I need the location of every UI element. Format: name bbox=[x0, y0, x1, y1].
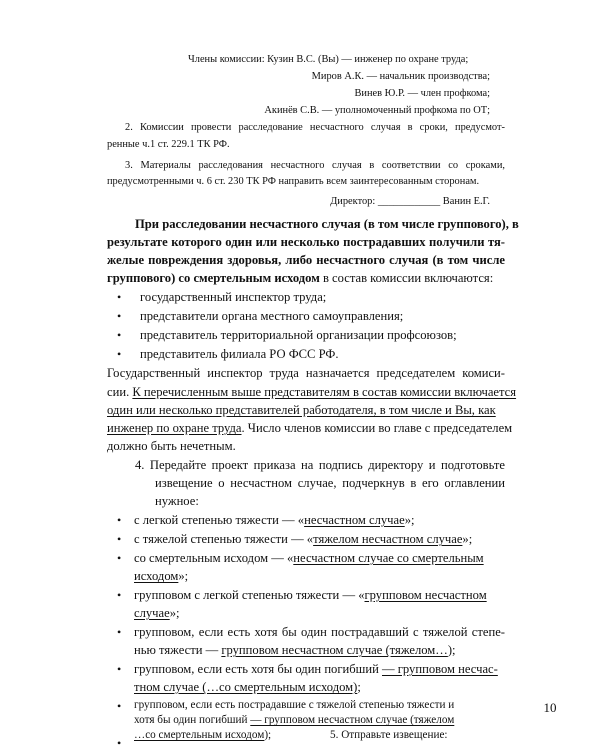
case-group-severe-line-1: групповом, если есть хотя бы один пострадавший с тяжелой степе- bbox=[134, 625, 505, 639]
chair-line-5: должно быть нечетным. bbox=[107, 439, 236, 453]
bullet-icon: • bbox=[117, 625, 122, 639]
case-underlined: групповом несчастном случае (тяжелом… bbox=[221, 643, 448, 657]
case-group-severe-fatal-line-3 bbox=[134, 729, 271, 741]
members-line-1: Члены комиссии: Кузин В.С. (Вы) — инженер по охране труда; bbox=[188, 54, 469, 65]
case-group-mild-line-2 bbox=[134, 606, 179, 621]
case-group-severe-fatal-line-2 bbox=[134, 714, 454, 726]
bullet-icon: • bbox=[117, 662, 122, 676]
chair-line-3-underlined: один или несколько представителей работодателя, в том числе и Вы, как bbox=[107, 403, 496, 417]
intro-line-3: желые повреждения здоровья, либо несчастного случая (в том числе bbox=[107, 253, 505, 267]
case-underlined: тном случае (…со смертельным исходом) bbox=[134, 680, 358, 694]
case-text: хотя бы один погибший bbox=[134, 714, 251, 726]
case-fatal-line-1 bbox=[134, 551, 484, 566]
case-underlined: несчастном случае bbox=[304, 513, 405, 527]
step5-line bbox=[330, 729, 448, 741]
chair-line-3 bbox=[107, 403, 496, 418]
case-text: групповом, если есть пострадавшие с тяжелой степенью тяжести и bbox=[134, 699, 455, 711]
bullet-icon: • bbox=[117, 290, 122, 304]
intro-line-4-rest: в состав комиссии включаются: bbox=[319, 271, 494, 285]
case-underlined: несчастном случае со смертельным bbox=[293, 551, 484, 565]
case-text: с легкой степенью тяжести — « bbox=[134, 513, 305, 527]
item2-line-2: ренные ч.1 ст. 229.1 ТК РФ. bbox=[107, 139, 230, 150]
item3-line-1: 3. Материалы расследования несчастного случая в соответствии со сроками, bbox=[125, 160, 505, 171]
bullet-icon: • bbox=[117, 513, 122, 527]
members-line-2: Миров А.К. — начальник производства; bbox=[311, 71, 490, 82]
members-line-3: Винев Ю.Р. — член профкома; bbox=[354, 88, 490, 99]
item2-line-1: 2. Комиссии провести расследование несчастного случая в сроки, предусмот- bbox=[125, 122, 505, 133]
composition-item: представители органа местного самоуправления; bbox=[140, 309, 404, 323]
bullet-icon: • bbox=[117, 532, 122, 546]
bullet-icon: • bbox=[117, 309, 122, 323]
case-underlined: исходом bbox=[134, 569, 179, 583]
case-text: нью тяжести — bbox=[134, 643, 222, 657]
intro-line-1: При расследовании несчастного случая (в том числе группового), в bbox=[135, 217, 519, 231]
director-signature-line: Директор: ____________ Ванин Е.Г. bbox=[330, 196, 490, 207]
case-mild bbox=[134, 513, 415, 528]
page-number: 10 bbox=[543, 700, 557, 715]
intro-line-4-bold: группового) со смертельным исходом bbox=[107, 271, 320, 285]
intro-line-2: результате которого один или несколько пострадавших получили тя- bbox=[107, 235, 505, 249]
case-underlined: тяжелом несчастном случае bbox=[313, 532, 463, 546]
case-underlined: — групповом несчас- bbox=[382, 662, 498, 676]
case-text: с тяжелой степенью тяжести — « bbox=[134, 532, 314, 546]
step4-line-2: извещение о несчастном случае, подчеркнув в его оглавлении bbox=[155, 476, 505, 490]
case-group-severe-line-2 bbox=[134, 643, 456, 658]
case-underlined: случае bbox=[134, 606, 170, 620]
case-text: групповом, если есть хотя бы один погибший bbox=[134, 662, 382, 676]
case-text: ; bbox=[357, 680, 361, 694]
case-text: групповом с легкой степенью тяжести — « bbox=[134, 588, 365, 602]
composition-item: государственный инспектор труда; bbox=[140, 290, 327, 304]
case-text: »; bbox=[169, 606, 180, 620]
bullet-icon: • bbox=[117, 736, 122, 750]
case-group-fatal-line-1 bbox=[134, 662, 498, 677]
chair-line-4-underlined: инженер по охране труда bbox=[107, 421, 242, 435]
case-group-severe-fatal-line-1 bbox=[134, 699, 454, 711]
case-text: »; bbox=[404, 513, 415, 527]
chair-line-2-underlined: К перечисленным выше представителям в состав комиссии включается bbox=[132, 385, 517, 399]
chair-line-4-text: . Число членов комиссии во главе с председателем bbox=[241, 421, 513, 435]
step4-line-1: 4. Передайте проект приказа на подпись директору и подготовьте bbox=[135, 458, 505, 472]
case-text: ); bbox=[447, 643, 456, 657]
case-severe bbox=[134, 532, 472, 547]
case-underlined: …со смертельным исходом bbox=[134, 729, 265, 741]
case-text: со смертельным исходом — « bbox=[134, 551, 294, 565]
item3-line-2: предусмотренными ч. 6 ст. 230 ТК РФ направить всем заинтересованным сторонам. bbox=[107, 176, 480, 187]
chair-line-2-text: сии. bbox=[107, 385, 133, 399]
chair-line-4 bbox=[107, 421, 512, 436]
case-underlined: — групповом несчастном случае (тяжелом bbox=[250, 714, 455, 726]
case-text: »; bbox=[462, 532, 473, 546]
composition-item: представитель филиала РО ФСС РФ. bbox=[140, 347, 339, 361]
bullet-icon: • bbox=[117, 347, 122, 361]
bullet-icon: • bbox=[117, 551, 122, 565]
bullet-icon: • bbox=[117, 588, 122, 602]
composition-item: представитель территориальной организации профсоюзов; bbox=[140, 328, 457, 342]
members-line-4: Акинёв С.В. — уполномоченный профкома по ОТ; bbox=[264, 105, 490, 116]
chair-line-1: Государственный инспектор труда назначается председателем комиси- bbox=[107, 366, 505, 380]
chair-line-2 bbox=[107, 385, 516, 400]
step4-line-3: нужное: bbox=[155, 494, 199, 508]
case-group-fatal-line-2 bbox=[134, 680, 361, 695]
case-text: 5. Отправьте извещение: bbox=[330, 729, 448, 741]
case-text: ); bbox=[264, 729, 272, 741]
case-fatal-line-2 bbox=[134, 569, 188, 584]
case-group-mild-line-1 bbox=[134, 588, 487, 603]
bullet-icon: • bbox=[117, 328, 122, 342]
intro-line-4 bbox=[107, 271, 493, 286]
case-underlined: групповом несчастном bbox=[364, 588, 487, 602]
bullet-icon: • bbox=[117, 699, 122, 713]
case-text: »; bbox=[178, 569, 189, 583]
